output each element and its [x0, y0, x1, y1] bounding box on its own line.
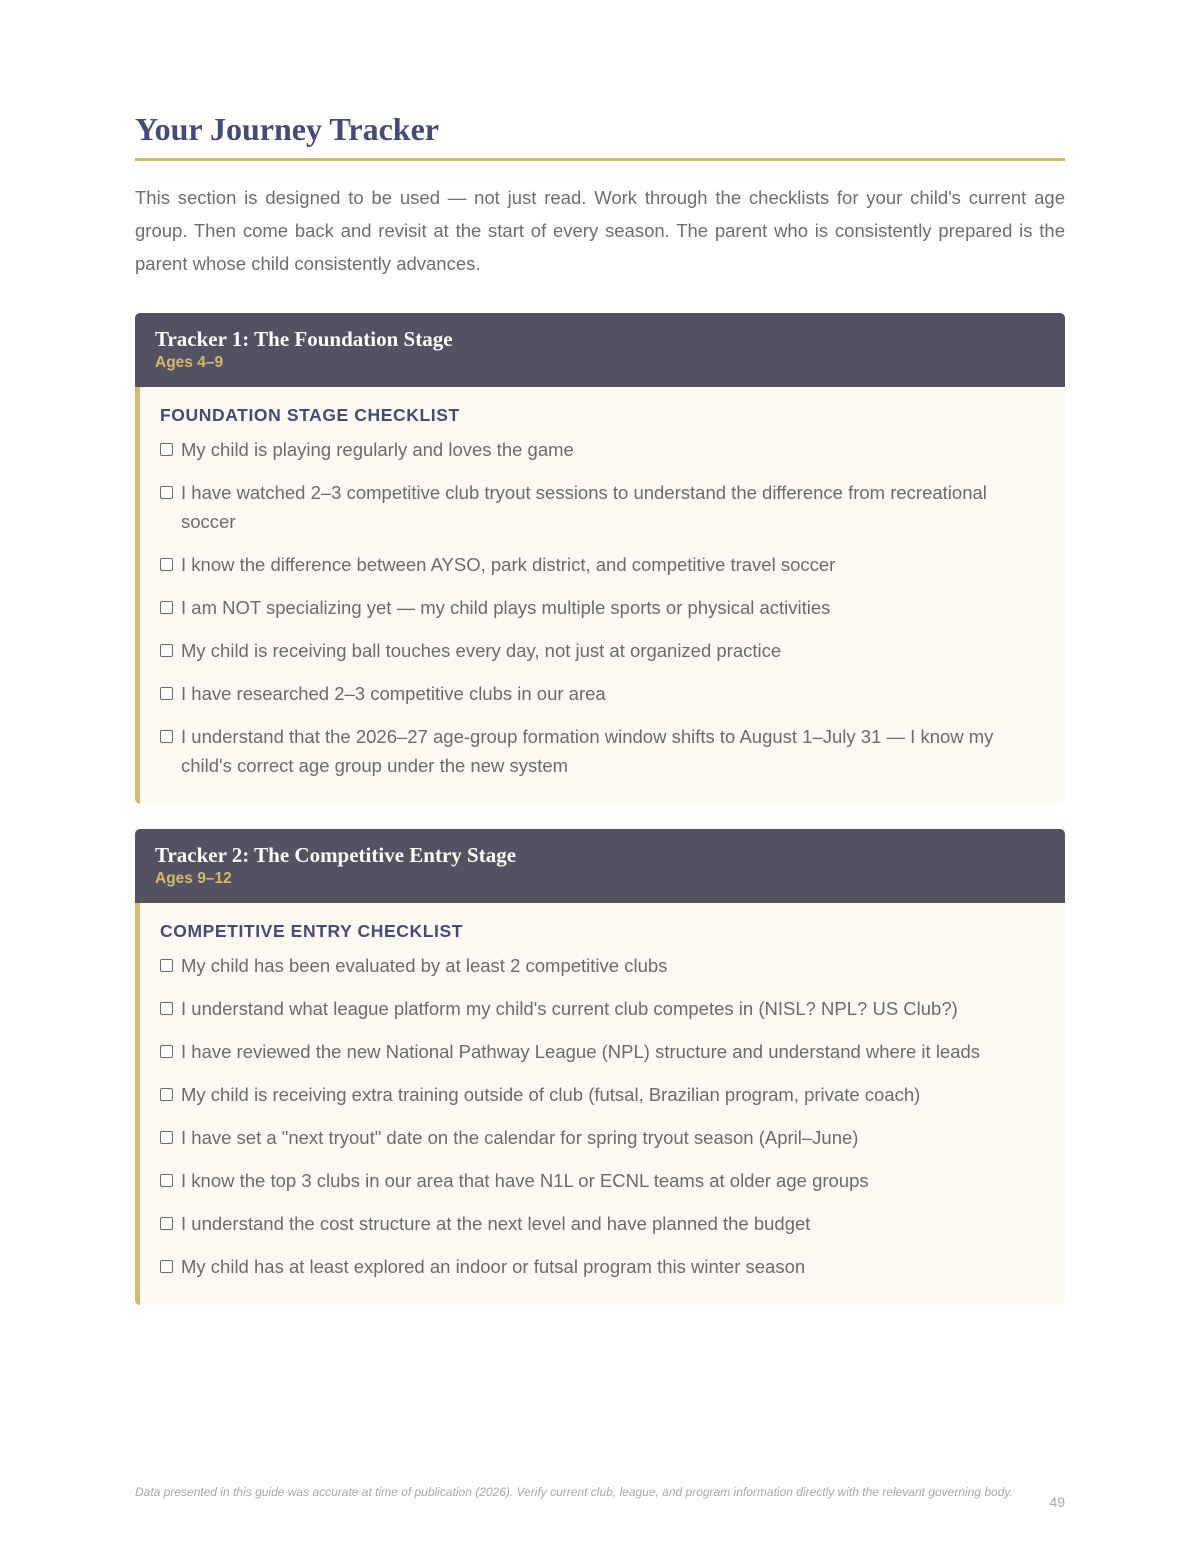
empty-checkbox-icon[interactable] [160, 486, 173, 499]
checklist-item-text: I understand what league platform my child's current club competes in (NISL? NPL? US Club?) [181, 998, 958, 1019]
checklist [160, 951, 1035, 1281]
empty-checkbox-icon[interactable] [160, 959, 173, 972]
checklist [160, 435, 1035, 780]
checklist-item[interactable] [160, 1209, 1035, 1238]
empty-checkbox-icon[interactable] [160, 687, 173, 700]
checklist-heading: FOUNDATION STAGE CHECKLIST [160, 405, 460, 425]
checklist-item[interactable] [160, 679, 1035, 708]
checklist-item-text: I am NOT specializing yet — my child plays multiple sports or physical activities [181, 597, 831, 618]
empty-checkbox-icon[interactable] [160, 1002, 173, 1015]
checklist-item-text: My child is receiving extra training outside of club (futsal, Brazilian program, private coach) [181, 1084, 921, 1105]
empty-checkbox-icon[interactable] [160, 601, 173, 614]
tracker-body [135, 903, 1065, 1305]
empty-checkbox-icon[interactable] [160, 1088, 173, 1101]
checklist-item-text: I have reviewed the new National Pathway League (NPL) structure and understand where it leads [181, 1041, 981, 1062]
checklist-item[interactable] [160, 593, 1035, 622]
tracker-body [135, 387, 1065, 804]
checklist-item[interactable] [160, 951, 1035, 980]
empty-checkbox-icon[interactable] [160, 1260, 173, 1273]
intro-paragraph: This section is designed to be used — not just read. Work through the checklists for your child's current age group. Then come back and revisit at the start of every season. The parent who is consistently prepared is the parent whose child consistently advances. [135, 187, 1065, 274]
checklist-item-text: My child is playing regularly and loves the game [181, 439, 574, 460]
checklist-item-text: I understand that the 2026–27 age-group formation window shifts to August 1–July 31 — I know my child's correct age group under the new system [181, 726, 994, 776]
tracker-header [135, 829, 1065, 903]
empty-checkbox-icon[interactable] [160, 1045, 173, 1058]
checklist-item[interactable] [160, 1166, 1035, 1195]
checklist-item-text: My child has at least explored an indoor or futsal program this winter season [181, 1256, 806, 1277]
empty-checkbox-icon[interactable] [160, 1131, 173, 1144]
checklist-item[interactable] [160, 722, 1035, 780]
checklist-item[interactable] [160, 1123, 1035, 1152]
checklist-item[interactable] [160, 1080, 1035, 1109]
checklist-heading: COMPETITIVE ENTRY CHECKLIST [160, 921, 464, 941]
page-footer [135, 1486, 1065, 1510]
checklist-item-text: My child is receiving ball touches every day, not just at organized practice [181, 640, 782, 661]
tracker-title: Tracker 2: The Competitive Entry Stage [155, 843, 517, 867]
checklist-item[interactable] [160, 994, 1035, 1023]
checklist-item[interactable] [160, 1037, 1035, 1066]
tracker-ages: Ages 4–9 [155, 354, 224, 371]
checklist-item-text: I have researched 2–3 competitive clubs in our area [181, 683, 606, 704]
page-title: Your Journey Tracker [135, 111, 439, 147]
tracker-title: Tracker 1: The Foundation Stage [155, 327, 453, 351]
footer-disclaimer: Data presented in this guide was accurate at time of publication (2026). Verify current club, league, and program information directly with the relevant governing body. [135, 1485, 1013, 1499]
checklist-item-text: My child has been evaluated by at least 2 competitive clubs [181, 955, 668, 976]
tracker-header [135, 313, 1065, 387]
empty-checkbox-icon[interactable] [160, 1174, 173, 1187]
page-number: 49 [1049, 1494, 1065, 1510]
empty-checkbox-icon[interactable] [160, 443, 173, 456]
checklist-item-text: I have set a "next tryout" date on the calendar for spring tryout season (April–June) [181, 1127, 859, 1148]
checklist-item-text: I know the difference between AYSO, park district, and competitive travel soccer [181, 554, 836, 575]
checklist-item[interactable] [160, 1252, 1035, 1281]
checklist-item[interactable] [160, 435, 1035, 464]
tracker-foundation-stage [135, 313, 1065, 804]
checklist-item-text: I know the top 3 clubs in our area that have N1L or ECNL teams at older age groups [181, 1170, 869, 1191]
title-divider [135, 158, 1065, 161]
tracker-competitive-entry-stage [135, 829, 1065, 1305]
empty-checkbox-icon[interactable] [160, 558, 173, 571]
empty-checkbox-icon[interactable] [160, 1217, 173, 1230]
checklist-item[interactable] [160, 550, 1035, 579]
empty-checkbox-icon[interactable] [160, 644, 173, 657]
tracker-ages: Ages 9–12 [155, 870, 232, 887]
checklist-item[interactable] [160, 636, 1035, 665]
checklist-item-text: I understand the cost structure at the next level and have planned the budget [181, 1213, 811, 1234]
page-content [135, 108, 1065, 1305]
empty-checkbox-icon[interactable] [160, 730, 173, 743]
checklist-item-text: I have watched 2–3 competitive club tryout sessions to understand the difference from recreational soccer [181, 482, 987, 532]
checklist-item[interactable] [160, 478, 1035, 536]
